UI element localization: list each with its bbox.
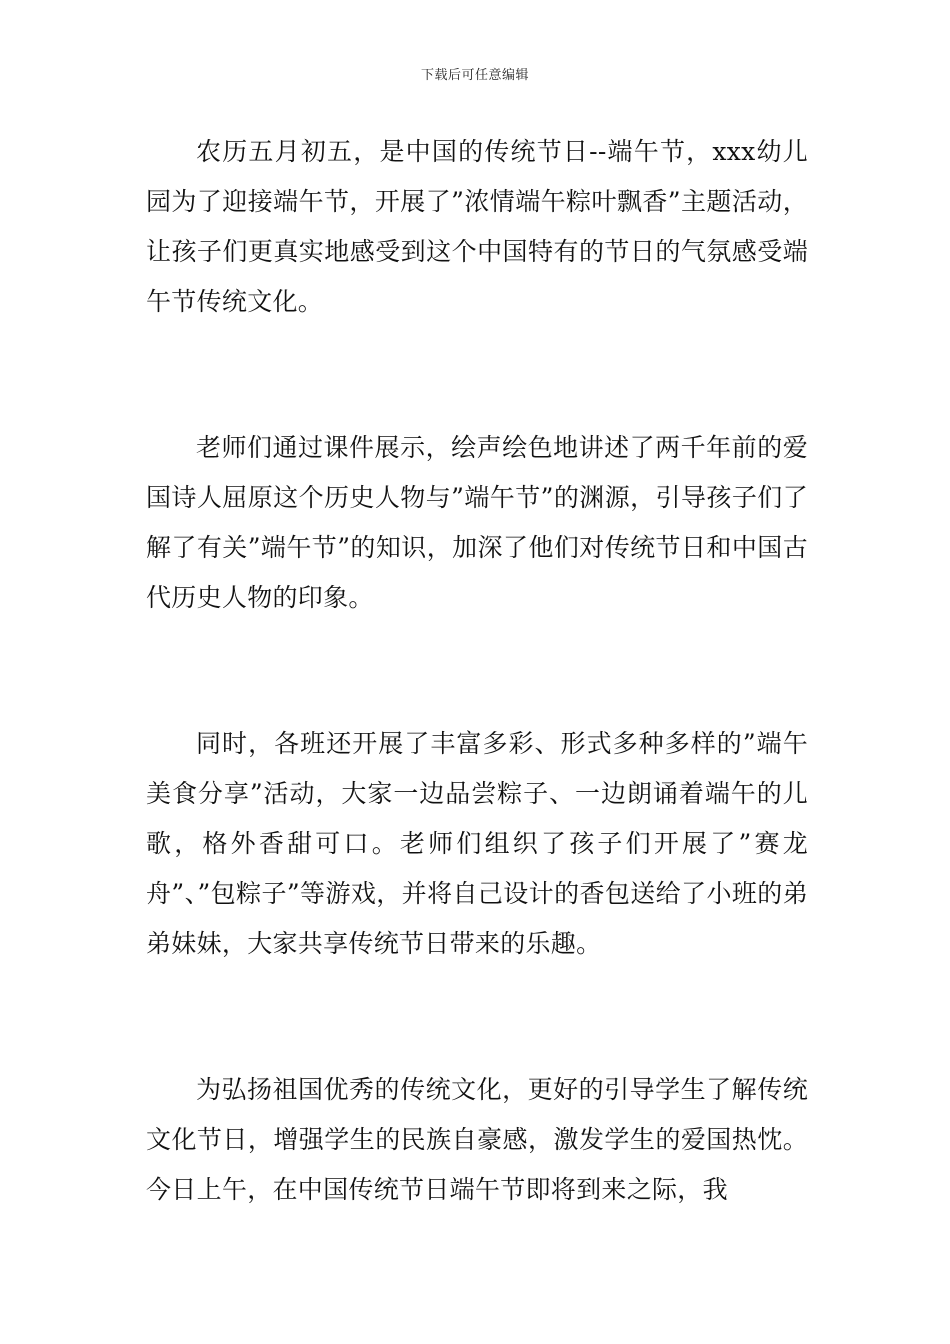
paragraph-3: 同时，各班还开展了丰富多彩、形式多种多样的”端午美食分享”活动，大家一边品尝粽子、一边朗诵着端午的儿歌，格外香甜可口。老师们组织了孩子们开展了”赛龙舟”、”包粽子”等游戏，并将自己设计的香包送给了小班的弟弟妹妹，大家共享传统节日带来的乐趣。	[146, 729, 808, 958]
paragraph-1: 农历五月初五，是中国的传统节日--端午节，xxx幼儿园为了迎接端午节，开展了”浓情端午粽叶飘香”主题活动，让孩子们更真实地感受到这个中国特有的节日的气氛感受端午节传统文化。	[146, 137, 808, 316]
page-header-note: 下载后可任意编辑	[420, 68, 529, 83]
paragraph-4: 为弘扬祖国优秀的传统文化，更好的引导学生了解传统文化节日，增强学生的民族自豪感，激发学生的爱国热忱。今日上午，在中国传统节日端午节即将到来之际，我	[146, 1075, 808, 1204]
paragraph-2: 老师们通过课件展示，绘声绘色地讲述了两千年前的爱国诗人屈原这个历史人物与”端午节”的渊源，引导孩子们了解了有关”端午节”的知识，加深了他们对传统节日和中国古代历史人物的印象。	[146, 433, 808, 612]
